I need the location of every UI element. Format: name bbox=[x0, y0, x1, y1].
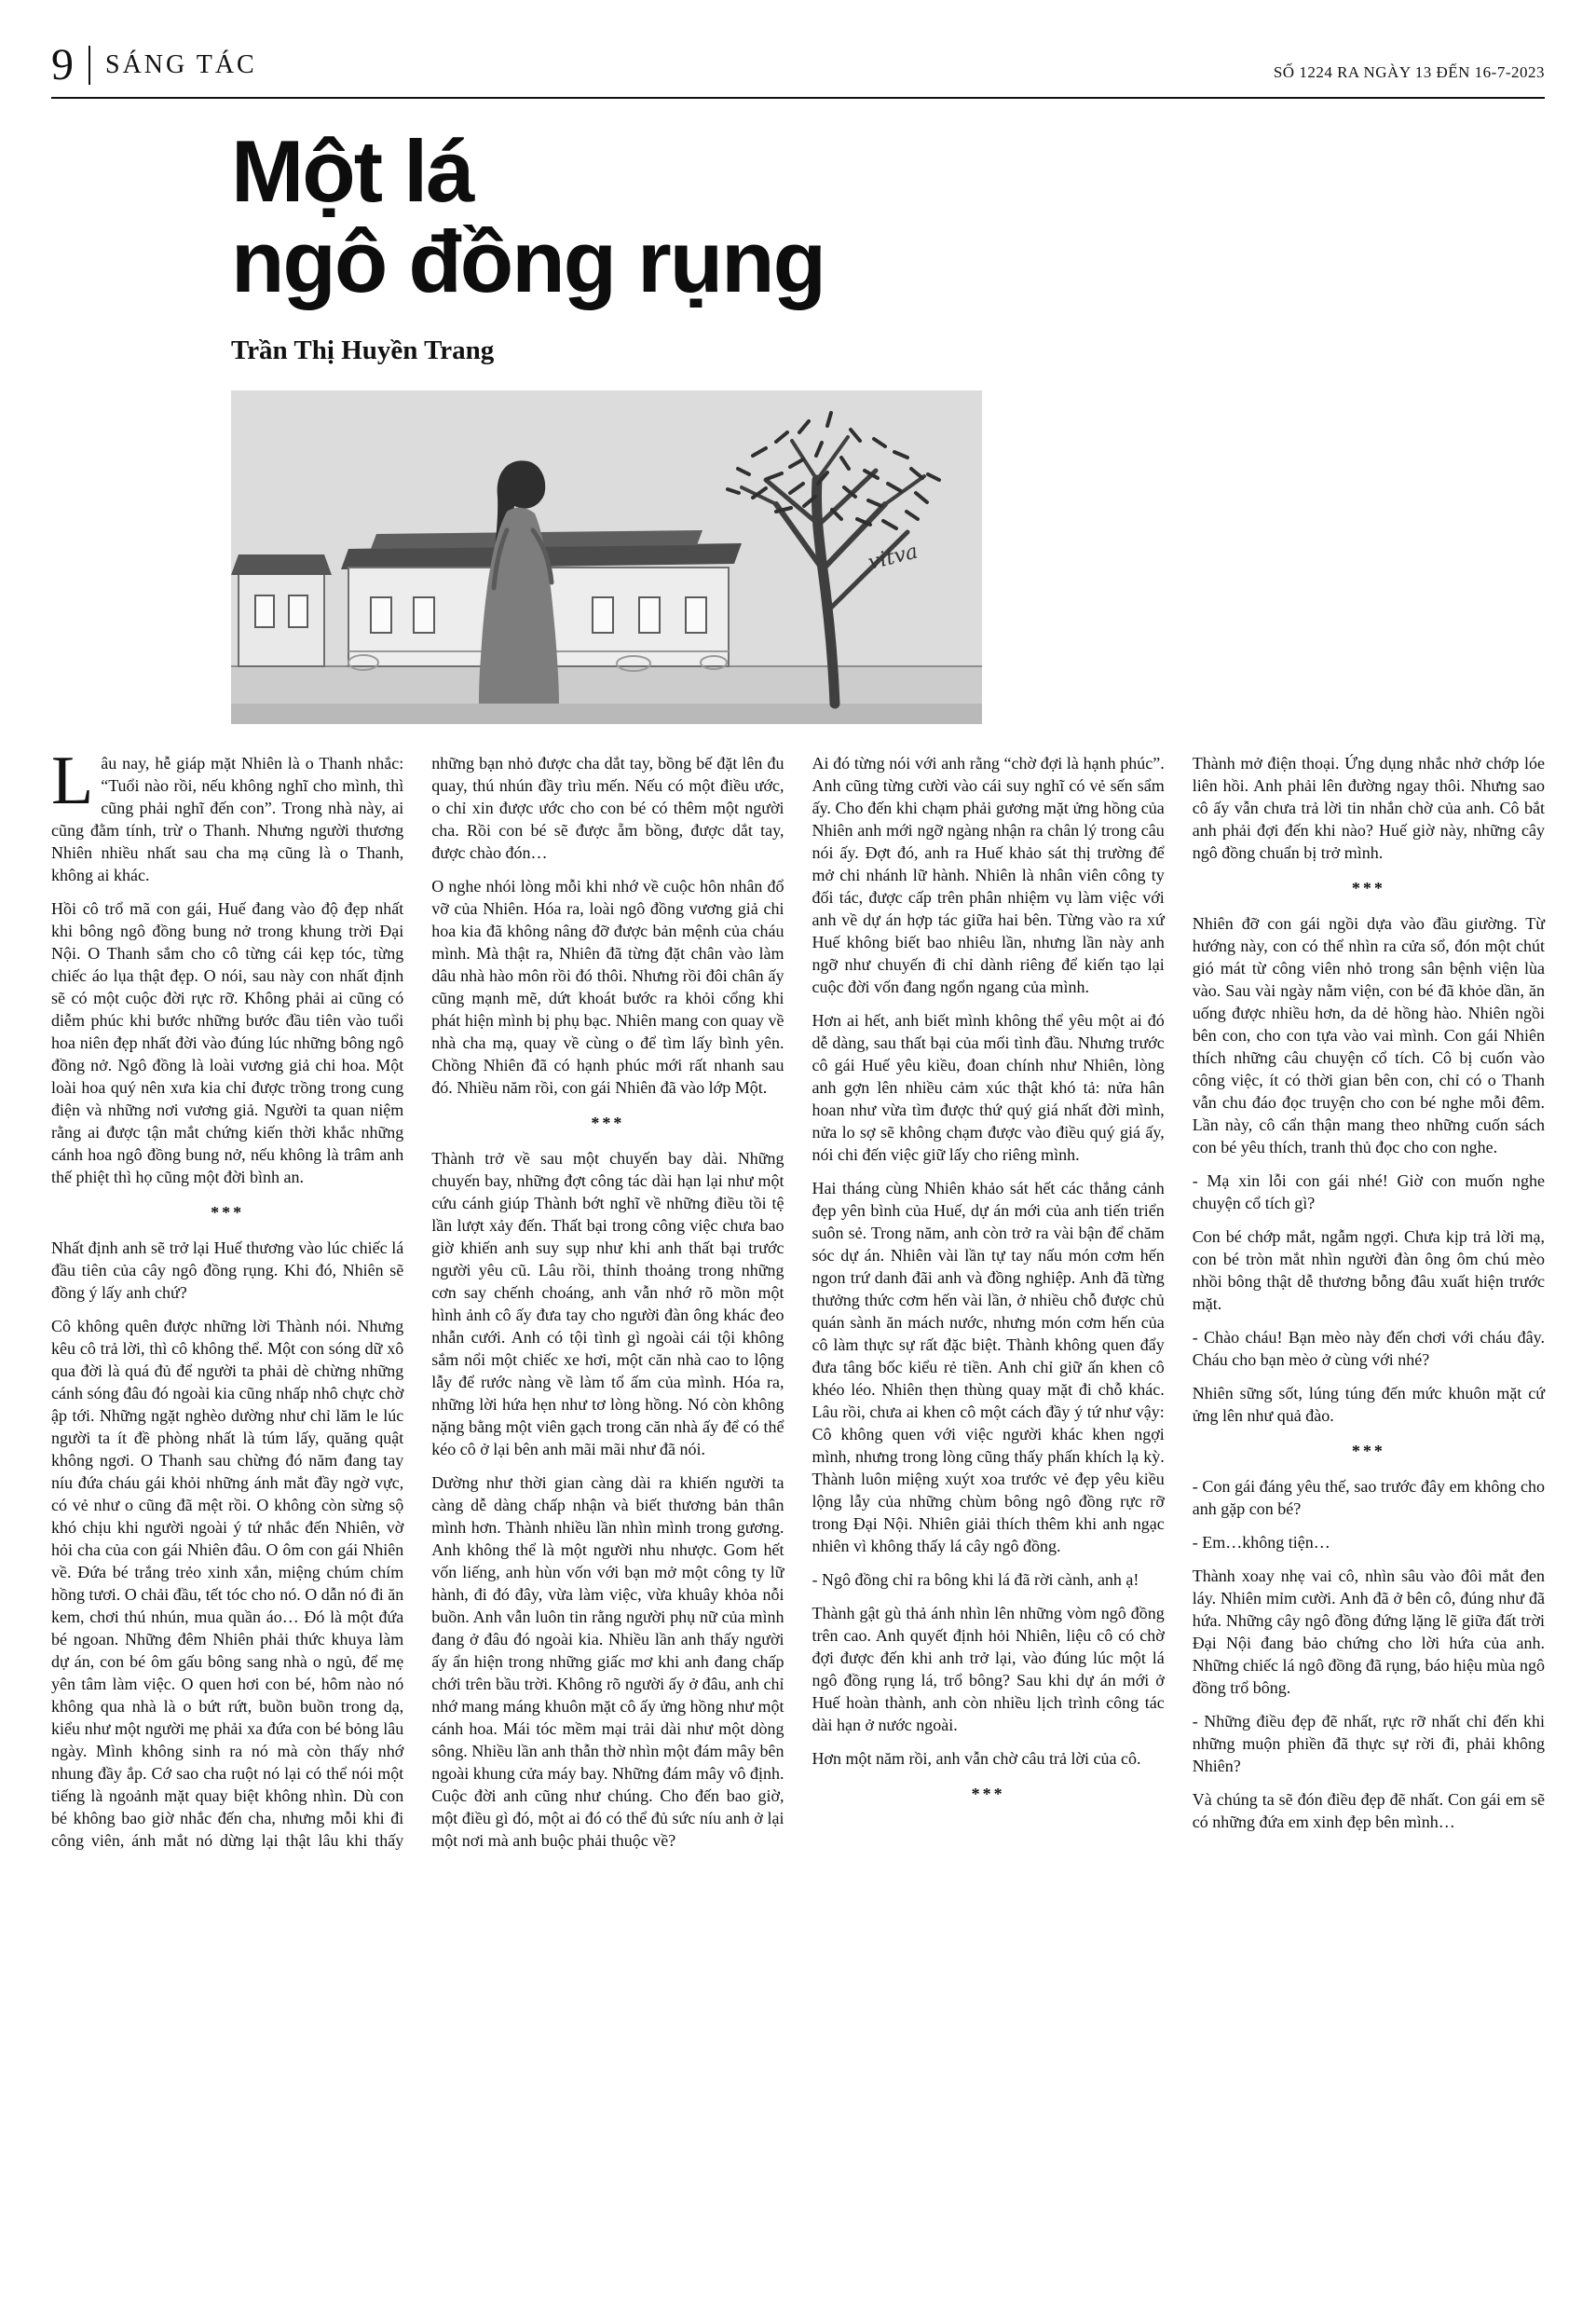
article-paragraph: - Em…không tiện… bbox=[1192, 1532, 1330, 1552]
article-paragraph: Hơn ai hết, anh biết mình không thể yêu một ai đó dễ dàng, sau thất bại của mối tình đầu. Nhưng trước cô gái Huế yêu kiều, đoan chính như Nhiên, lòng anh gợn lên nhiều cảm xúc thật khó tả: nửa hân hoan như vừa tìm được thứ quý giá nhất đời mình, nửa lo sợ sẽ không chạm được vào điều quý giá ấy, nói chi đến việc giữ lấy cho riêng mình. bbox=[812, 1010, 1165, 1164]
issue-info: SỐ 1224 RA NGÀY 13 ĐẾN 16-7-2023 bbox=[1273, 63, 1545, 81]
left-building bbox=[231, 554, 332, 666]
article-paragraph: - Con gái đáng yêu thế, sao trước đây em không cho anh gặp con bé? bbox=[1192, 1476, 1545, 1518]
article-paragraph: Ai đó từng nói với anh rằng “chờ đợi là hạnh phúc”. Anh cũng từng cười vào cái suy nghĩ có vẻ sến sẩm ấy. Cho đến khi chạm phải gương mặt ửng hồng của Nhiên anh mới ngỡ ngàng nhận ra chân lý trong câu nói ấy. Đợt đó, anh ra Huế khảo sát thị trường để mở chi nhánh lữ hành. Nhiên là nhân viên công ty đối tác, được cấp trên phân nhiệm vụ làm việc với anh về dự án hợp tác giữa hai bên. Từng vào ra xứ Huế không biết bao nhiêu lần, nhưng lần này anh ngỡ như chuyến đi chỉ dành riêng để kiến tạo lại cuộc đời vốn đang ngổn ngang của mình. bbox=[812, 753, 1165, 996]
article-paragraph: Thành mở điện thoại. Ứng dụng nhắc nhở chớp lóe liên hồi. Anh phải lên đường ngay thôi. Nhưng sao cô ấy vẫn chưa trả lời tin nhắn chờ của anh. Cô bắt anh phải đợi đến khi nào? Huế giờ này, những cây ngô đồng chuẩn bị trở mình. bbox=[1192, 753, 1545, 862]
article-title bbox=[231, 122, 1545, 310]
section-name: SÁNG TÁC bbox=[105, 50, 257, 79]
ground-strip bbox=[231, 704, 982, 724]
article-paragraph: Và chúng ta sẽ đón điều đẹp đẽ nhất. Con gái em sẽ có những đứa em xinh đẹp bên mình… bbox=[1192, 1789, 1545, 1831]
article-paragraph: - Ngô đồng chỉ ra bông khi lá đã rời cành, anh ạ! bbox=[812, 1569, 1139, 1589]
article-paragraph: Thành trở về sau một chuyến bay dài. Những chuyến bay, những đợt công tác dài hạn lại như một cứu cánh giúp Thành bớt nghĩ về những điều tồi tệ lần lượt xảy đến. Thất bại trong công việc chưa bao giờ khiến anh suy sụp như khi anh thất bại trước người yêu cũ. Lâu rồi, thỉnh thoảng trong những cơn say chếnh choáng, anh vẫn nhớ rõ mồn một hình ảnh cô ấy đưa tay cho người đàn ông khác đeo nhẫn cưới. Anh có tội tình gì ngoài cái tội không sắm nổi một chiếc xe hơi, một căn nhà cao to lộng lẫy để rước nàng về làm tổ ấm của mình. Hóa ra, những lời hứa hẹn như tơ lòng hồng. Nó còn không nặng bằng một viên gạch trong căn nhà ấy để có thể kéo cô ở lại bên anh mãi mãi như đã nói. bbox=[431, 1148, 784, 1458]
article-paragraph: Lâu nay, hễ giáp mặt Nhiên là o Thanh nhắc: “Tuổi nào rồi, nếu không nghĩ cho mình, thì cũng phải nghĩ đến con”. Trong nhà này, ai cũng đằm tính, trừ o Thanh. Nhưng người thương Nhiên nhiều nhất sau cha mạ cũng là o Thanh, không ai khác. bbox=[51, 742, 404, 884]
article-author: Trần Thị Huyền Trang bbox=[231, 335, 495, 365]
page-header-left bbox=[51, 40, 257, 89]
header-divider bbox=[89, 46, 90, 85]
article-paragraph: O nghe nhói lòng mỗi khi nhớ về cuộc hôn nhân đổ vỡ của Nhiên. Hóa ra, loài ngô đồng vương giả chi hoa kia đã không nâng đỡ được bản mệnh của cháu mình. Mà thật ra, Nhiên đã từng đặt chân vào làm dâu nhà hào môn rồi đó thôi. Nhưng rồi đôi chân ấy cũng mạnh mẽ, dứt khoát bước ra khỏi cổng khi phát hiện mình bị phụ bạc. Nhiên mang con quay về nhà cha mạ, quay về cùng o để tìm lấy bình yên. Chồng Nhiên đã có hạnh phúc mới rất nhanh sau đó. Nhiều năm rồi, con gái Nhiên đã vào lớp Một. bbox=[431, 876, 784, 1097]
illustration bbox=[231, 390, 982, 724]
article-paragraph: Thành xoay nhẹ vai cô, nhìn sâu vào đôi mắt đen láy. Nhiên mỉm cười. Anh đã ở bên cô, đúng như đã hứa. Những cây ngô đồng đứng lặng lẽ giữa đất trời Đại Nội đang bảo chứng cho lời hứa của anh. Những chiếc lá ngô đồng đã rụng, báo hiệu mùa ngô đồng trổ bông. bbox=[1192, 1566, 1545, 1697]
article-paragraph: Hai tháng cùng Nhiên khảo sát hết các thắng cảnh đẹp yên bình của Huế, dự án mới của anh tiến triển suôn sẻ. Trong năm, anh còn trở ra vài bận để chăm sóc dự án. Nhiên vài lần tự tay nấu món cơm hến ngon trứ danh đãi anh và đồng nghiệp. Anh đã từng thưởng thức cơm hến vài lần, ở nhiều chỗ được chủ quán sành ăn mách nước, nhưng món cơm hến của cô làm thực sự rất đặc biệt. Thành không quen đẩy đưa tâng bốc kiểu rẻ tiền. Anh chỉ giữ ấn khen cô khéo léo. Nhiên thẹn thùng quay mặt đi chỗ khác. Lâu rồi, chưa ai khen cô một cách đầy ý tứ như vậy: Cô không quen với việc người khác khen ngợi mình, nhưng trong lòng cũng thấy phấn khích lạ kỳ. Thành luôn miệng xuýt xoa trước vẻ đẹp yêu kiều lộng lẫy của những chùm bông ngô đồng rực rỡ trong Đại Nội. Nhiên giải thích thêm khi anh ngạc nhiên vì không thấy lá cây ngô đồng. bbox=[812, 1178, 1165, 1555]
article-columns bbox=[51, 742, 1545, 1852]
section-separator: *** bbox=[1351, 1441, 1385, 1460]
article-paragraph: Hơn một năm rồi, anh vẫn chờ câu trả lời của cô. bbox=[812, 1748, 1141, 1768]
header-rule bbox=[51, 97, 1545, 99]
article-paragraph: Nhất định anh sẽ trở lại Huế thương vào lúc chiếc lá đầu tiên của cây ngô đồng rụng. Khi đó, Nhiên sẽ đồng ý lấy anh chứ? bbox=[51, 1238, 404, 1302]
title-block bbox=[231, 122, 1545, 366]
drop-cap: L bbox=[51, 742, 94, 819]
article-paragraph: Dường như thời gian càng dài ra khiến người ta càng dễ dàng chấp nhận và biết thương bản thân mình hơn. Thành nhiều lần nhìn mình trong gương. Anh không thể là một người nhu nhược. Gom hết vốn liếng, anh hùn vốn với bạn mở một công ty lữ hành, đi đó đây, vừa làm việc, vừa khuây khỏa nỗi buồn. Anh vẫn luôn tin rằng người phụ nữ của mình đang ở đâu đó ngoài kia. Nhiều lần anh thấy người ấy ẩn hiện trong những giấc mơ khi anh đang chấp chới trên bầu trời. Không rõ người ấy ở đâu, anh chỉ nhớ mang máng khuôn mặt cô ấy ửng hồng như một cánh hoa. Mái tóc mềm mại trải dài như một dòng sông. Nhiều lần anh thẫn thờ nhìn một đám mây bên ngoài khung cửa máy bay. Những đám mây vô định. Cuộc đời anh cũng như chúng. Cho đến bao giờ, một điều gì đó, một ai đó có thể đủ sức níu anh ở lại một nơi mà anh buộc phải thuộc về? bbox=[431, 1472, 784, 1850]
artist-signature: vitva bbox=[866, 540, 921, 575]
article-title-line-1: Một lá bbox=[231, 122, 473, 220]
section-separator: *** bbox=[971, 1784, 1005, 1803]
article-paragraph: - Những điều đẹp đẽ nhất, rực rỡ nhất chỉ đến khi những muộn phiền đã thực sự rời đi, phải không Nhiên? bbox=[1192, 1711, 1545, 1775]
page-header bbox=[51, 0, 1545, 88]
article-paragraph: Thành gật gù thả ánh nhìn lên những vòm ngô đồng trên cao. Anh quyết định hỏi Nhiên, liệu cô có chờ đợi được đến khi anh trở lại, vào đúng lúc một lá ngô đồng rụng lá, trổ bông? Sau khi dự án mới ở Huế hoàn thành, anh còn nhiều lịch trình công tác dài hạn ở nước ngoài. bbox=[812, 1603, 1165, 1734]
article-paragraph: - Chào cháu! Bạn mèo này đến chơi với cháu đây. Cháu cho bạn mèo ở cùng với nhé? bbox=[1192, 1327, 1545, 1369]
article-paragraph: Nhiên đỡ con gái ngồi dựa vào đầu giường. Từ hướng này, con có thể nhìn ra cửa sổ, đón một chút gió mát từ công viên nhỏ trong sân bệnh viện lùa vào. Sau vài ngày nằm viện, con bé đã khỏe dần, ăn uống được nhiều hơn, da dẻ hồng hào. Nhiên ngồi bên con, cho con tựa vào vai mình. Con gái Nhiên thích những câu chuyện cổ tích. Cô bị cuốn vào công việc, ít có thời gian bên con, chỉ có o Thanh vẫn chu đáo đọc truyện cho con bé nghe mỗi đêm. Lần này, cô cẩn thận mang theo những cuốn sách con bé yêu thích, tranh thủ đọc cho con nghe. bbox=[1192, 913, 1545, 1156]
article-paragraph: Hồi cô trổ mã con gái, Huế đang vào độ đẹp nhất khi bông ngô đồng bung nở trong khung trời Đại Nội. O Thanh sắm cho cô từng cái kẹp tóc, từng chiếc áo lụa thật đẹp. O nói, sau này con nhất định sẽ có một cuộc đời rực rỡ. Không phải ai cũng có diễm phúc khi bước những bước đầu tiên vào tuổi hoa niên đẹp nhất đời vào đúng lúc những bông ngô đồng nở. Ngô đồng là loài vương giả chi hoa. Một loài hoa quý nên xưa kia chỉ được trồng trong cung điện và những nơi vương giả. Người ta quan niệm rằng ai được tận mắt chứng kiến thời khắc những cánh hoa ngô đồng bung nở, nếu không là trâm anh thế phiệt thì họ cũng một đời bình an. bbox=[51, 898, 404, 1186]
article-paragraph: Nhiên sững sốt, lúng túng đến mức khuôn mặt cứ ửng lên như quả đào. bbox=[1192, 1383, 1545, 1425]
illustration-svg bbox=[231, 390, 982, 724]
article-title-line-2: ngô đồng rụng bbox=[231, 212, 825, 310]
section-separator: *** bbox=[591, 1113, 625, 1132]
article-paragraph: - Mạ xin lỗi con gái nhé! Giờ con muốn nghe chuyện cổ tích gì? bbox=[1192, 1170, 1545, 1212]
page-number: 9 bbox=[51, 40, 74, 89]
section-separator: *** bbox=[1351, 878, 1385, 897]
article-paragraph: Con bé chớp mắt, ngẫm ngợi. Chưa kịp trả lời mạ, con bé tròn mắt nhìn người đàn ông ôm chú mèo nhồi bông thật dễ thương bỗng đâu xuất hiện trước mặt. bbox=[1192, 1226, 1545, 1313]
article-paragraph: Cô không quên được những lời Thành nói. Nhưng kêu cô trả lời, thì cô không thể. Một con sóng dữ xô qua đời là quá đủ để người ta phải dè chừng những cánh sóng đâu đó ngoài kia cũng nhấp nhô chực chờ ập tới. Những ngặt nghèo dường như chỉ lăm le lúc người ta ít đề phòng nhất là túm lấy, quăng quật không ngơi. O Thanh sau chừng đó năm đang tay níu đứa cháu gái khỏi những ánh mắt đầy ngờ vực, có vẻ như o cũng đã mệt rồi. O không còn sừng sộ khó chịu khi người ngoài ý tứ nhắc đến Nhiên, vờ hỏi cha của con gái Nhiên đâu. O ôm con gái Nhiên về. Đứa bé trắng trẻo xinh xắn, miệng chúm chím hồng tươi. O chải đầu, tết tóc cho nó. O dẫn nó đi ăn kem, chơi thú nhún, mua quần áo… Đó là một đứa bé ngoan. Những đêm Nhiên phải thức khuya làm dự án, con bé ôm gấu bông sang nhà o ngủ, để mẹ yên tâm làm việc. O quen hơi con bé, hôm nào nó không qua nhà là o bứt rứt, buồn buồn trong dạ, kiểu như một người mẹ phải xa đứa con bé bỏng lâu ngày. Mình không sinh ra nó mà còn thấy nhớ nhung đầy ắp. Cớ sao cha ruột nó lại có thể nói một tiếng là ngoảnh mặt quay biệt không nhìn. Dù con bé không bao giờ nhắc đến cha, nhưng mỗi khi đi công viên, ánh mắt nó dừng lại thật lâu khi thấy những bạn nhỏ được cha dắt tay, bồng bế đặt lên đu quay, thú nhún đầy trìu mến. Nếu có một điều ước, o chỉ xin được ước cho con bé có thêm một người cha. Rồi con bé sẽ được ẵm bồng, được dắt tay, được chào đón… bbox=[51, 753, 784, 1850]
section-separator: *** bbox=[211, 1202, 245, 1222]
